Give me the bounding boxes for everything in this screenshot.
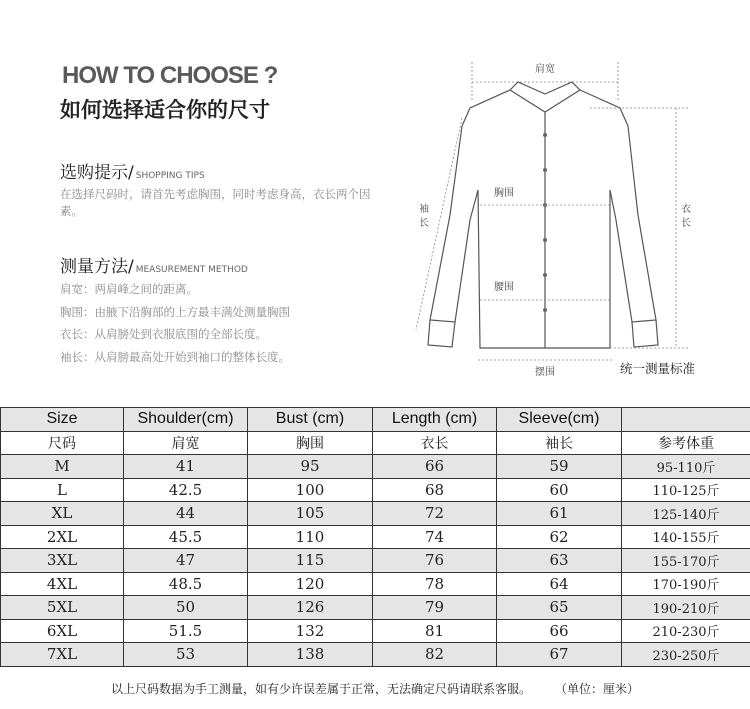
table-cell: 170-190斤 bbox=[622, 572, 750, 596]
sleeve-label-2: 长 bbox=[419, 218, 429, 229]
table-cell: XL bbox=[1, 502, 124, 526]
table-row bbox=[1, 525, 750, 549]
table-cell: 76 bbox=[373, 549, 497, 573]
length-label-2: 长 bbox=[681, 218, 691, 229]
table-row bbox=[1, 502, 750, 526]
table-cell: 155-170斤 bbox=[622, 549, 750, 573]
table-cell: 60 bbox=[497, 478, 622, 502]
table-cell: 3XL bbox=[1, 549, 124, 573]
sleeve-label-1: 袖 bbox=[419, 204, 429, 215]
table-cell: 66 bbox=[373, 455, 497, 479]
unified-measurement-standard: 统一测量标准 bbox=[620, 361, 696, 376]
table-cell: 132 bbox=[248, 619, 373, 643]
measurement-method-list bbox=[60, 278, 290, 368]
table-row bbox=[1, 619, 750, 643]
how-to-choose-title: HOW TO CHOOSE ? bbox=[62, 62, 278, 89]
measurement-item-length: 衣长：从肩膀处到衣服底围的全部长度。 bbox=[60, 327, 267, 341]
header-cn-weight: 参考体重 bbox=[622, 431, 750, 455]
measurement-method-title-cn: 测量方法/ bbox=[60, 257, 134, 277]
table-header-cn bbox=[1, 431, 750, 455]
table-cell: 68 bbox=[373, 478, 497, 502]
table-cell: 82 bbox=[373, 643, 497, 667]
table-cell: 190-210斤 bbox=[622, 596, 750, 620]
waist-label: 腰围 bbox=[494, 282, 514, 293]
table-cell: 110 bbox=[248, 525, 373, 549]
table-row bbox=[1, 549, 750, 573]
table-header-en bbox=[1, 408, 750, 432]
table-row bbox=[1, 455, 750, 479]
table-cell: M bbox=[1, 455, 124, 479]
header-sleeve: Sleeve(cm) bbox=[497, 408, 622, 432]
shirt-measurement-diagram bbox=[404, 48, 740, 388]
table-row bbox=[1, 478, 750, 502]
size-table bbox=[0, 407, 750, 667]
measurement-item-sleeve: 袖长：从肩膀最高处开始到袖口的整体长度。 bbox=[60, 349, 290, 364]
header-cn-sleeve: 袖长 bbox=[497, 431, 622, 455]
table-cell: 5XL bbox=[1, 596, 124, 620]
table-cell: 41 bbox=[124, 455, 248, 479]
table-cell: 105 bbox=[248, 502, 373, 526]
table-cell: 140-155斤 bbox=[622, 525, 750, 549]
bust-label: 胸围 bbox=[494, 188, 514, 199]
header-cn-shoulder: 肩宽 bbox=[124, 431, 248, 455]
table-cell: 7XL bbox=[1, 643, 124, 667]
header-cn-length: 衣长 bbox=[373, 431, 497, 455]
table-cell: 59 bbox=[497, 455, 622, 479]
shopping-tips-title-cn: 选购提示/ bbox=[60, 163, 134, 183]
header-size: Size bbox=[1, 408, 124, 432]
table-cell: 210-230斤 bbox=[622, 619, 750, 643]
header-cn-size: 尺码 bbox=[1, 431, 124, 455]
how-to-choose-subtitle: 如何选择适合你的尺寸 bbox=[60, 98, 270, 122]
table-row bbox=[1, 572, 750, 596]
header-shoulder: Shoulder(cm) bbox=[124, 408, 248, 432]
table-cell: 64 bbox=[497, 572, 622, 596]
header-cn-bust: 胸围 bbox=[248, 431, 373, 455]
table-cell: 44 bbox=[124, 502, 248, 526]
table-cell: 138 bbox=[248, 643, 373, 667]
measurement-method-title bbox=[60, 252, 248, 277]
table-cell: 45.5 bbox=[124, 525, 248, 549]
shopping-tips-text: 在选择尺码时，请首先考虑胸围，同时考虑身高，衣长两个因素。 bbox=[60, 187, 371, 218]
measurement-item-shoulder: 肩宽：两肩峰之间的距离。 bbox=[60, 282, 198, 296]
table-cell: 61 bbox=[497, 502, 622, 526]
table-cell: 125-140斤 bbox=[622, 502, 750, 526]
table-cell: 2XL bbox=[1, 525, 124, 549]
table-cell: 48.5 bbox=[124, 572, 248, 596]
table-cell: 6XL bbox=[1, 619, 124, 643]
table-cell: 100 bbox=[248, 478, 373, 502]
header-bust: Bust (cm) bbox=[248, 408, 373, 432]
table-cell: 126 bbox=[248, 596, 373, 620]
table-cell: 65 bbox=[497, 596, 622, 620]
table-cell: 42.5 bbox=[124, 478, 248, 502]
table-cell: 72 bbox=[373, 502, 497, 526]
table-cell: 95 bbox=[248, 455, 373, 479]
table-cell: 81 bbox=[373, 619, 497, 643]
table-row bbox=[1, 596, 750, 620]
table-cell: 62 bbox=[497, 525, 622, 549]
table-cell: 4XL bbox=[1, 572, 124, 596]
table-cell: 230-250斤 bbox=[622, 643, 750, 667]
table-cell: 74 bbox=[373, 525, 497, 549]
shopping-tips-title-en: SHOPPING TIPS bbox=[135, 171, 205, 181]
table-cell: 51.5 bbox=[124, 619, 248, 643]
table-cell: 66 bbox=[497, 619, 622, 643]
table-cell: L bbox=[1, 478, 124, 502]
length-label-1: 衣 bbox=[681, 204, 691, 215]
table-cell: 115 bbox=[248, 549, 373, 573]
shoulder-label: 肩宽 bbox=[535, 64, 555, 75]
table-cell: 50 bbox=[124, 596, 248, 620]
table-cell: 47 bbox=[124, 549, 248, 573]
footnote bbox=[0, 677, 750, 701]
shopping-tips-title bbox=[60, 158, 205, 183]
shirt-outline bbox=[428, 82, 658, 348]
table-cell: 67 bbox=[497, 643, 622, 667]
table-row bbox=[1, 643, 750, 667]
table-cell: 63 bbox=[497, 549, 622, 573]
table-cell: 110-125斤 bbox=[622, 478, 750, 502]
footnote-text: 以上尺码数据为手工测量，如有少许误差属于正常，无法确定尺码请联系客服。 bbox=[110, 682, 531, 696]
header-length: Length (cm) bbox=[373, 408, 497, 432]
header-blank bbox=[622, 408, 750, 432]
table-cell: 78 bbox=[373, 572, 497, 596]
table-cell: 53 bbox=[124, 643, 248, 667]
table-cell: 95-110斤 bbox=[622, 455, 750, 479]
footnote-unit: （单位：厘米） bbox=[561, 682, 640, 696]
table-cell: 120 bbox=[248, 572, 373, 596]
hem-label: 摆围 bbox=[535, 367, 555, 378]
measurement-method-title-en: MEASUREMENT METHOD bbox=[135, 265, 248, 275]
measurement-item-bust: 胸围：由腋下沿胸部的上方最丰满处测量胸围 bbox=[60, 304, 290, 319]
table-cell: 79 bbox=[373, 596, 497, 620]
